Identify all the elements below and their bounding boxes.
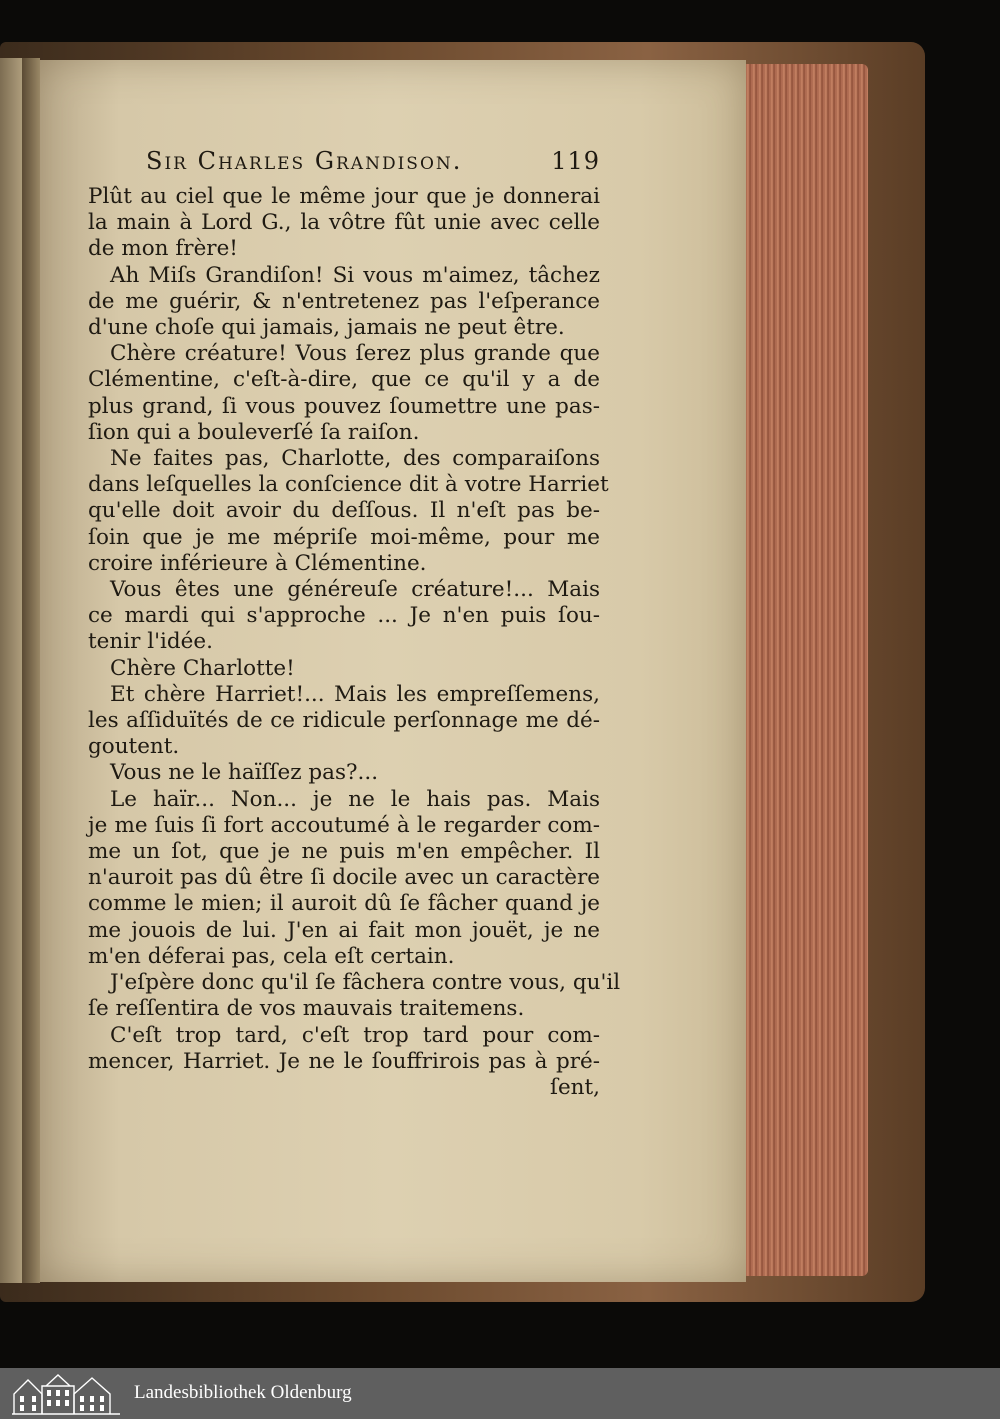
book-gutter xyxy=(22,58,40,1283)
text-line: me un ſot, que je ne puis m'en empêcher. Il xyxy=(88,839,600,865)
text-line: qu'elle doit avoir du deſſous. Il n'eſt pas be- xyxy=(88,498,600,524)
text-line: comme le mien; il auroit dû ſe fâcher quand je xyxy=(88,891,600,917)
text-line: de me guérir, & n'entretenez pas l'eſperance xyxy=(88,288,600,314)
text-line: C'eſt trop tard, c'eſt trop tard pour com- xyxy=(110,1022,600,1048)
text-line: ſoin que je me mépriſe moi-même, pour me xyxy=(88,524,600,550)
text-line: Et chère Harriet!... Mais les empreſſemens, xyxy=(110,681,600,707)
page-number: 119 xyxy=(551,147,600,175)
text-line: mencer, Harriet. Je ne le ſouffrirois pas à pré- xyxy=(88,1048,600,1074)
book-fore-edge xyxy=(740,64,868,1276)
text-line: Vous ne le haïſſez pas?... xyxy=(110,760,379,786)
text-line: Vous êtes une généreuſe créature!... Mais xyxy=(110,577,600,603)
text-line: croire inférieure à Clémentine. xyxy=(88,550,427,576)
text-line: les aſſiduïtés de ce ridicule perſonnage me dé- xyxy=(88,708,600,734)
text-line: m'en déferai pas, cela eſt certain. xyxy=(88,943,455,969)
text-line: Clémentine, c'eſt-à-dire, que ce qu'il y a de xyxy=(88,367,600,393)
text-line: Plût au ciel que le même jour que je donnerai xyxy=(88,184,600,209)
text-line: ſe reſſentira de vos mauvais traitemens. xyxy=(88,996,525,1022)
text-line: plus grand, ſi vous pouvez ſoumettre une pas- xyxy=(88,393,600,419)
text-line: ſent, xyxy=(549,1074,600,1100)
running-head-title: Sir Charles Grandison. xyxy=(146,147,463,175)
text-line: tenir l'idée. xyxy=(88,629,213,655)
text-line: Ne faites pas, Charlotte, des comparaiſons xyxy=(110,446,600,472)
text-line: me jouois de lui. J'en ai fait mon jouët, je ne xyxy=(88,917,600,943)
running-head xyxy=(88,148,600,184)
page-text xyxy=(88,147,621,1101)
text-line: d'une choſe qui jamais, jamais ne peut être. xyxy=(88,315,565,341)
text-line: Le haïr... Non... je ne le hais pas. Mais xyxy=(110,786,600,812)
text-line: je me ſuis ſi fort accoutumé à le regarder com- xyxy=(88,812,600,838)
library-building-icon xyxy=(12,1372,122,1415)
text-line: Chère créature! Vous ſerez plus grande que xyxy=(110,341,600,367)
library-name: Landesbibliothek Oldenburg xyxy=(134,1382,352,1403)
text-line: n'auroit pas dû être ſi docile avec un caractère xyxy=(88,865,600,891)
text-line: Ah Miſs Grandiſon! Si vous m'aimez, tâchez xyxy=(110,262,600,288)
text-line: ſion qui a bouleverſé ſa raiſon. xyxy=(88,419,420,445)
text-line: ce mardi qui s'approche ... Je n'en puis ſou- xyxy=(88,603,600,629)
text-line: goutent. xyxy=(88,734,180,760)
text-line: la main à Lord G., la vôtre fût unie avec celle xyxy=(88,210,600,236)
footer-bar xyxy=(0,1368,1000,1419)
text-line: de mon frère! xyxy=(88,236,238,262)
text-lines xyxy=(88,184,621,1101)
text-line: Chère Charlotte! xyxy=(110,655,295,681)
text-line: dans leſquelles la conſcience dit à votre Harriet xyxy=(88,472,609,498)
text-line: J'eſpère donc qu'il ſe fâchera contre vous, qu'il xyxy=(110,970,621,996)
